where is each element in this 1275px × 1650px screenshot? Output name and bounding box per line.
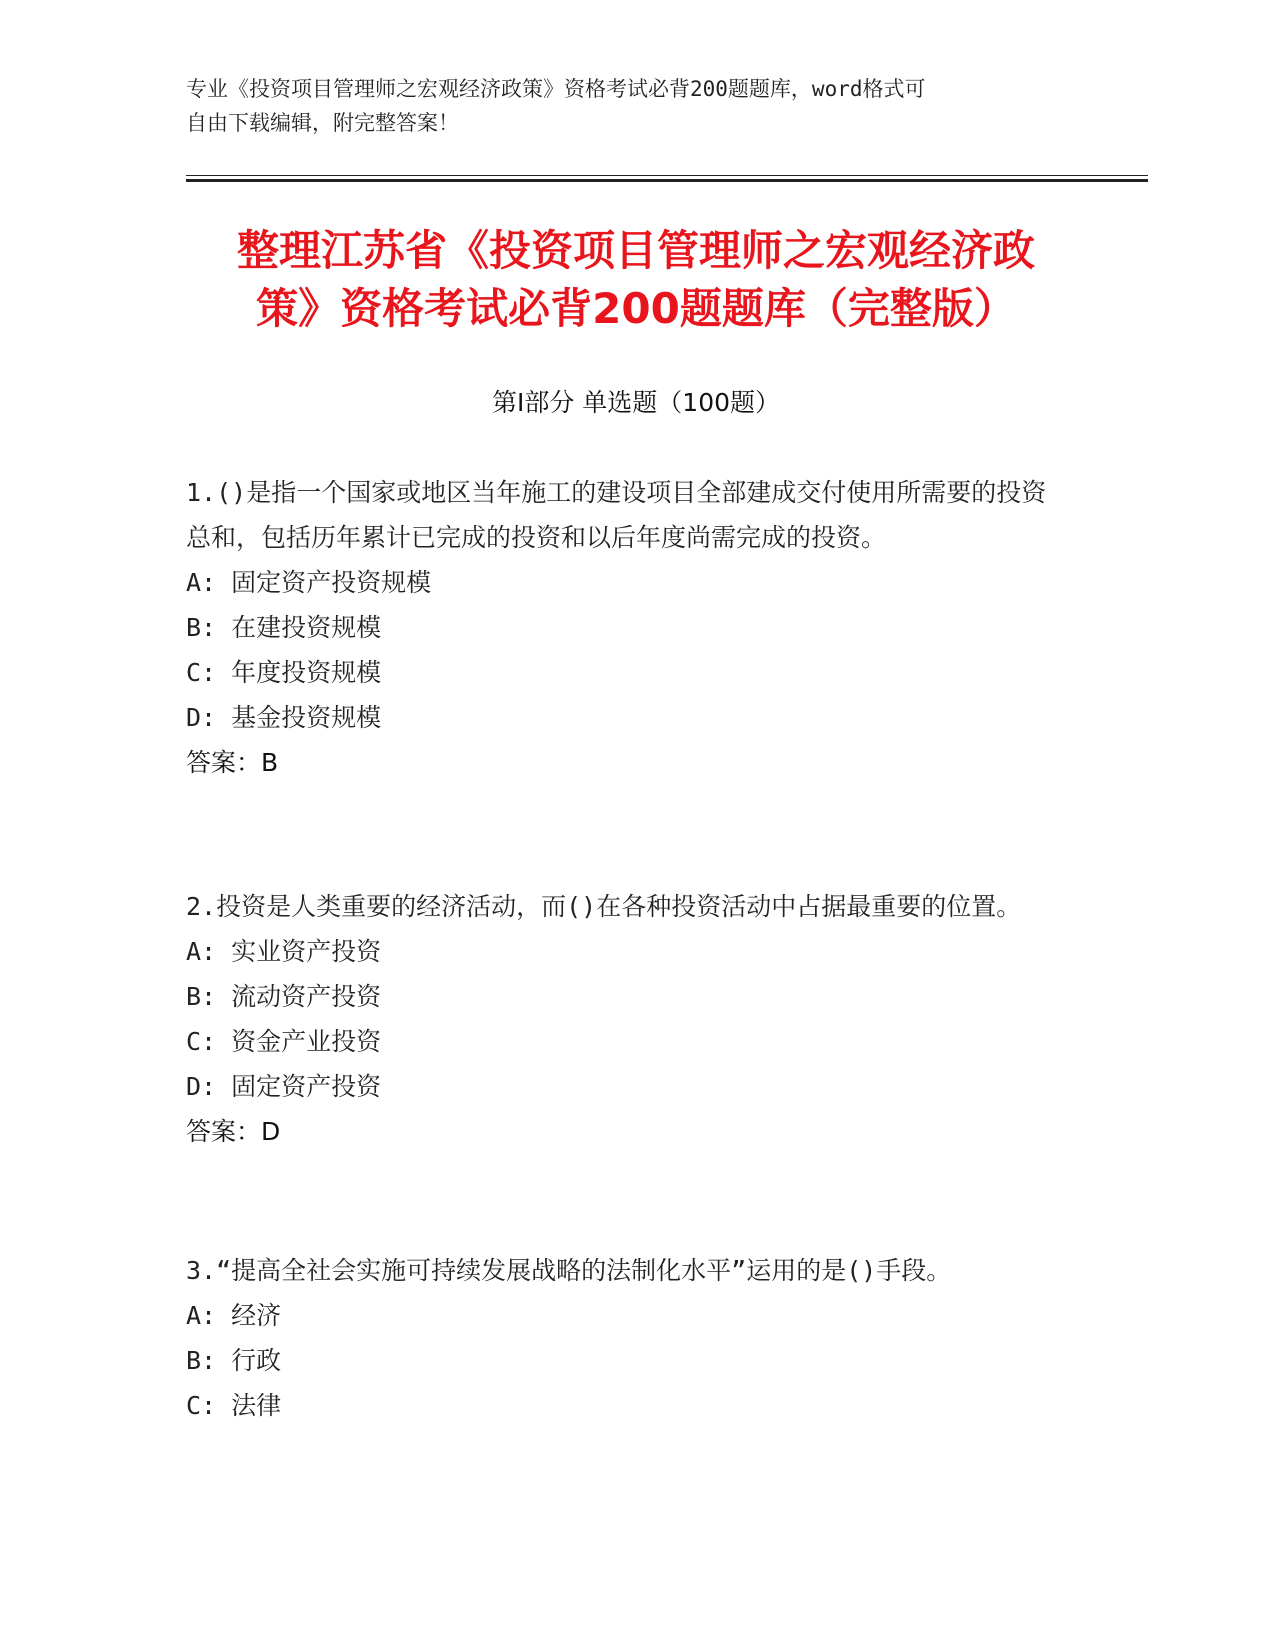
header-divider-thick bbox=[186, 179, 1148, 182]
option-c: C: 法律 bbox=[186, 1391, 282, 1420]
header-note-line-2: 自由下载编辑，附完整答案！ bbox=[186, 111, 459, 135]
question-3 bbox=[186, 1248, 1056, 1428]
option-a: A: 固定资产投资规模 bbox=[186, 568, 432, 597]
section-heading: 第Ⅰ部分 单选题（100题） bbox=[491, 388, 781, 417]
option-b: B: 在建投资规模 bbox=[186, 613, 382, 642]
header-note bbox=[186, 72, 1066, 140]
option-a: A: 实业资产投资 bbox=[186, 937, 382, 966]
option-b: B: 流动资产投资 bbox=[186, 982, 382, 1011]
question-2 bbox=[186, 884, 1056, 1154]
question-stem: 1.()是指一个国家或地区当年施工的建设项目全部建成交付使用所需要的投资总和，包括历年累计已完成的投资和以后年度尚需完成的投资。 bbox=[186, 478, 1047, 552]
header-divider-thin bbox=[186, 175, 1148, 176]
document-title-line-2: 策》资格考试必背200题题库（完整版） bbox=[256, 284, 1016, 333]
question-stem: 2.投资是人类重要的经济活动，而()在各种投资活动中占据最重要的位置。 bbox=[186, 892, 1022, 921]
option-d: D: 基金投资规模 bbox=[186, 703, 382, 732]
document-title bbox=[186, 222, 1086, 338]
question-1 bbox=[186, 470, 1056, 785]
answer: 答案：D bbox=[186, 1117, 281, 1146]
document-title-line-1: 整理江苏省《投资项目管理师之宏观经济政 bbox=[236, 226, 1035, 275]
option-c: C: 年度投资规模 bbox=[186, 658, 382, 687]
option-a: A: 经济 bbox=[186, 1301, 282, 1330]
question-stem: 3.“提高全社会实施可持续发展战略的法制化水平”运用的是()手段。 bbox=[186, 1256, 952, 1285]
option-c: C: 资金产业投资 bbox=[186, 1027, 382, 1056]
header-note-line-1: 专业《投资项目管理师之宏观经济政策》资格考试必背200题题库，word格式可 bbox=[186, 77, 926, 101]
option-d: D: 固定资产投资 bbox=[186, 1072, 382, 1101]
answer: 答案：B bbox=[186, 748, 279, 777]
option-b: B: 行政 bbox=[186, 1346, 282, 1375]
